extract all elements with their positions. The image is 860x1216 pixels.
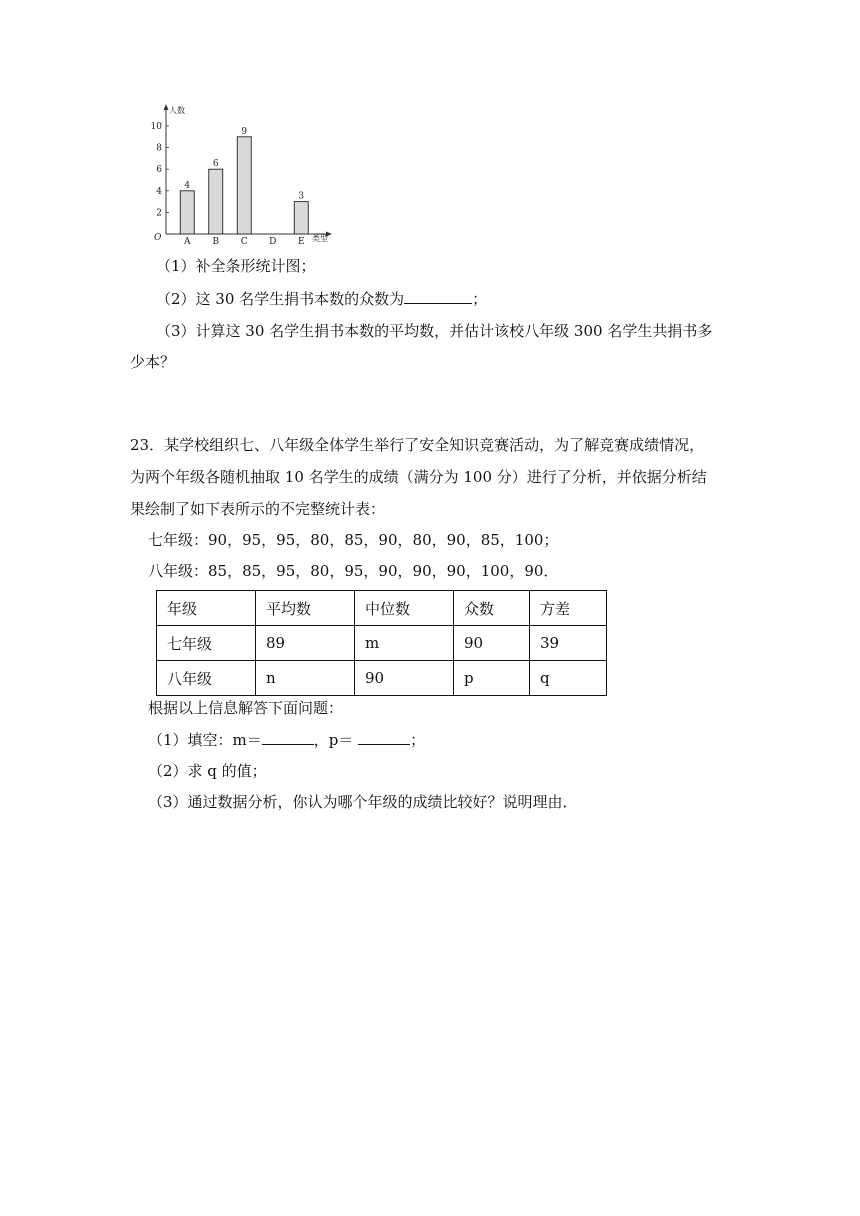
table-header-cell: 平均数 (256, 591, 355, 626)
q22-part3-line2: 少本？ (130, 353, 176, 371)
table-header-cell: 中位数 (355, 591, 454, 626)
grade8-scores: 八年级：85，85，95，80，95，90，90，90，100，90． (148, 562, 559, 580)
table-cell: m (355, 626, 454, 661)
y-tick-label: 6 (156, 165, 162, 176)
bars (180, 127, 308, 245)
x-tick-label-B: B (212, 237, 220, 245)
m-answer-blank (262, 729, 314, 745)
y-tick-label: 10 (150, 122, 162, 132)
q22-part3-line1: （3）计算这 30 名学生捐书本数的平均数，并估计该校八年级 300 名学生共捐书多 (156, 322, 713, 340)
q23-part1-suffix: ； (410, 731, 426, 749)
data-label-B: 6 (212, 159, 219, 170)
table-row (157, 661, 607, 696)
origin-label: O (154, 233, 162, 243)
q22-part2 (156, 288, 487, 310)
q23-stem-line2: 为两个年级各随机抽取 10 名学生的成绩（满分为 100 分）进行了分析，并依据分析结 (130, 468, 707, 486)
table-cell: q (530, 661, 607, 696)
grade7-scores: 七年级：90，95，95，80，85，90，80，90，85，100； (148, 531, 559, 549)
x-axis-label: 类型 (312, 234, 328, 243)
q22-part1: （1）补全条形统计图； (156, 257, 316, 275)
y-tick-label: 2 (156, 208, 162, 219)
data-label-A: 4 (184, 180, 191, 191)
table-cell: n (256, 661, 355, 696)
x-tick-label-C: C (240, 237, 248, 245)
q22-part2-suffix: ； (472, 290, 488, 308)
table-cell: 89 (256, 626, 355, 661)
table-cell: 90 (454, 626, 530, 661)
q23-part1 (148, 729, 425, 751)
table-header-cell: 年级 (157, 591, 256, 626)
table-row (157, 626, 607, 661)
bar-C (237, 137, 251, 234)
q23-stem-line1: 23．某学校组织七、八年级全体学生举行了安全知识竞赛活动，为了解竞赛成绩情况， (130, 436, 705, 454)
table-header-cell: 众数 (454, 591, 530, 626)
table-cell: 七年级 (157, 626, 256, 661)
table-header-row (157, 591, 607, 626)
q23-part3: （3）通过数据分析，你认为哪个年级的成绩比较好？说明理由． (148, 793, 578, 811)
table-cell: p (454, 661, 530, 696)
q22-answer-blank (404, 288, 472, 304)
x-tick-label-D: D (269, 237, 277, 245)
table-cell: 39 (530, 626, 607, 661)
x-tick-label-E: E (297, 237, 305, 245)
bar-E (294, 202, 308, 234)
bar-chart (140, 100, 340, 245)
stats-table (156, 590, 607, 696)
p-answer-blank (358, 729, 410, 745)
bar-A (180, 191, 194, 234)
q23-part1-mid: ，p＝ (313, 731, 359, 749)
x-tick-label-A: A (184, 237, 191, 245)
data-label-C: 9 (241, 126, 248, 137)
q23-part1-prefix: （1）填空：m＝ (148, 731, 262, 749)
table-header-cell: 方差 (530, 591, 607, 626)
y-axis-arrow (164, 104, 169, 110)
y-tick-label: 4 (156, 186, 162, 197)
table-cell: 90 (355, 661, 454, 696)
data-label-E: 3 (298, 191, 305, 202)
q23-stem-line3: 果绘制了如下表所示的不完整统计表： (130, 500, 386, 518)
y-axis-label: 人数 (169, 106, 185, 115)
q22-part2-prefix: （2）这 30 名学生捐书本数的众数为 (156, 290, 405, 308)
y-tick-label: 8 (156, 143, 162, 154)
table-cell: 八年级 (157, 661, 256, 696)
q23-part2: （2）求 q 的值； (148, 762, 267, 780)
bar-B (209, 169, 223, 234)
q23-intro: 根据以上信息解答下面问题： (148, 699, 344, 717)
